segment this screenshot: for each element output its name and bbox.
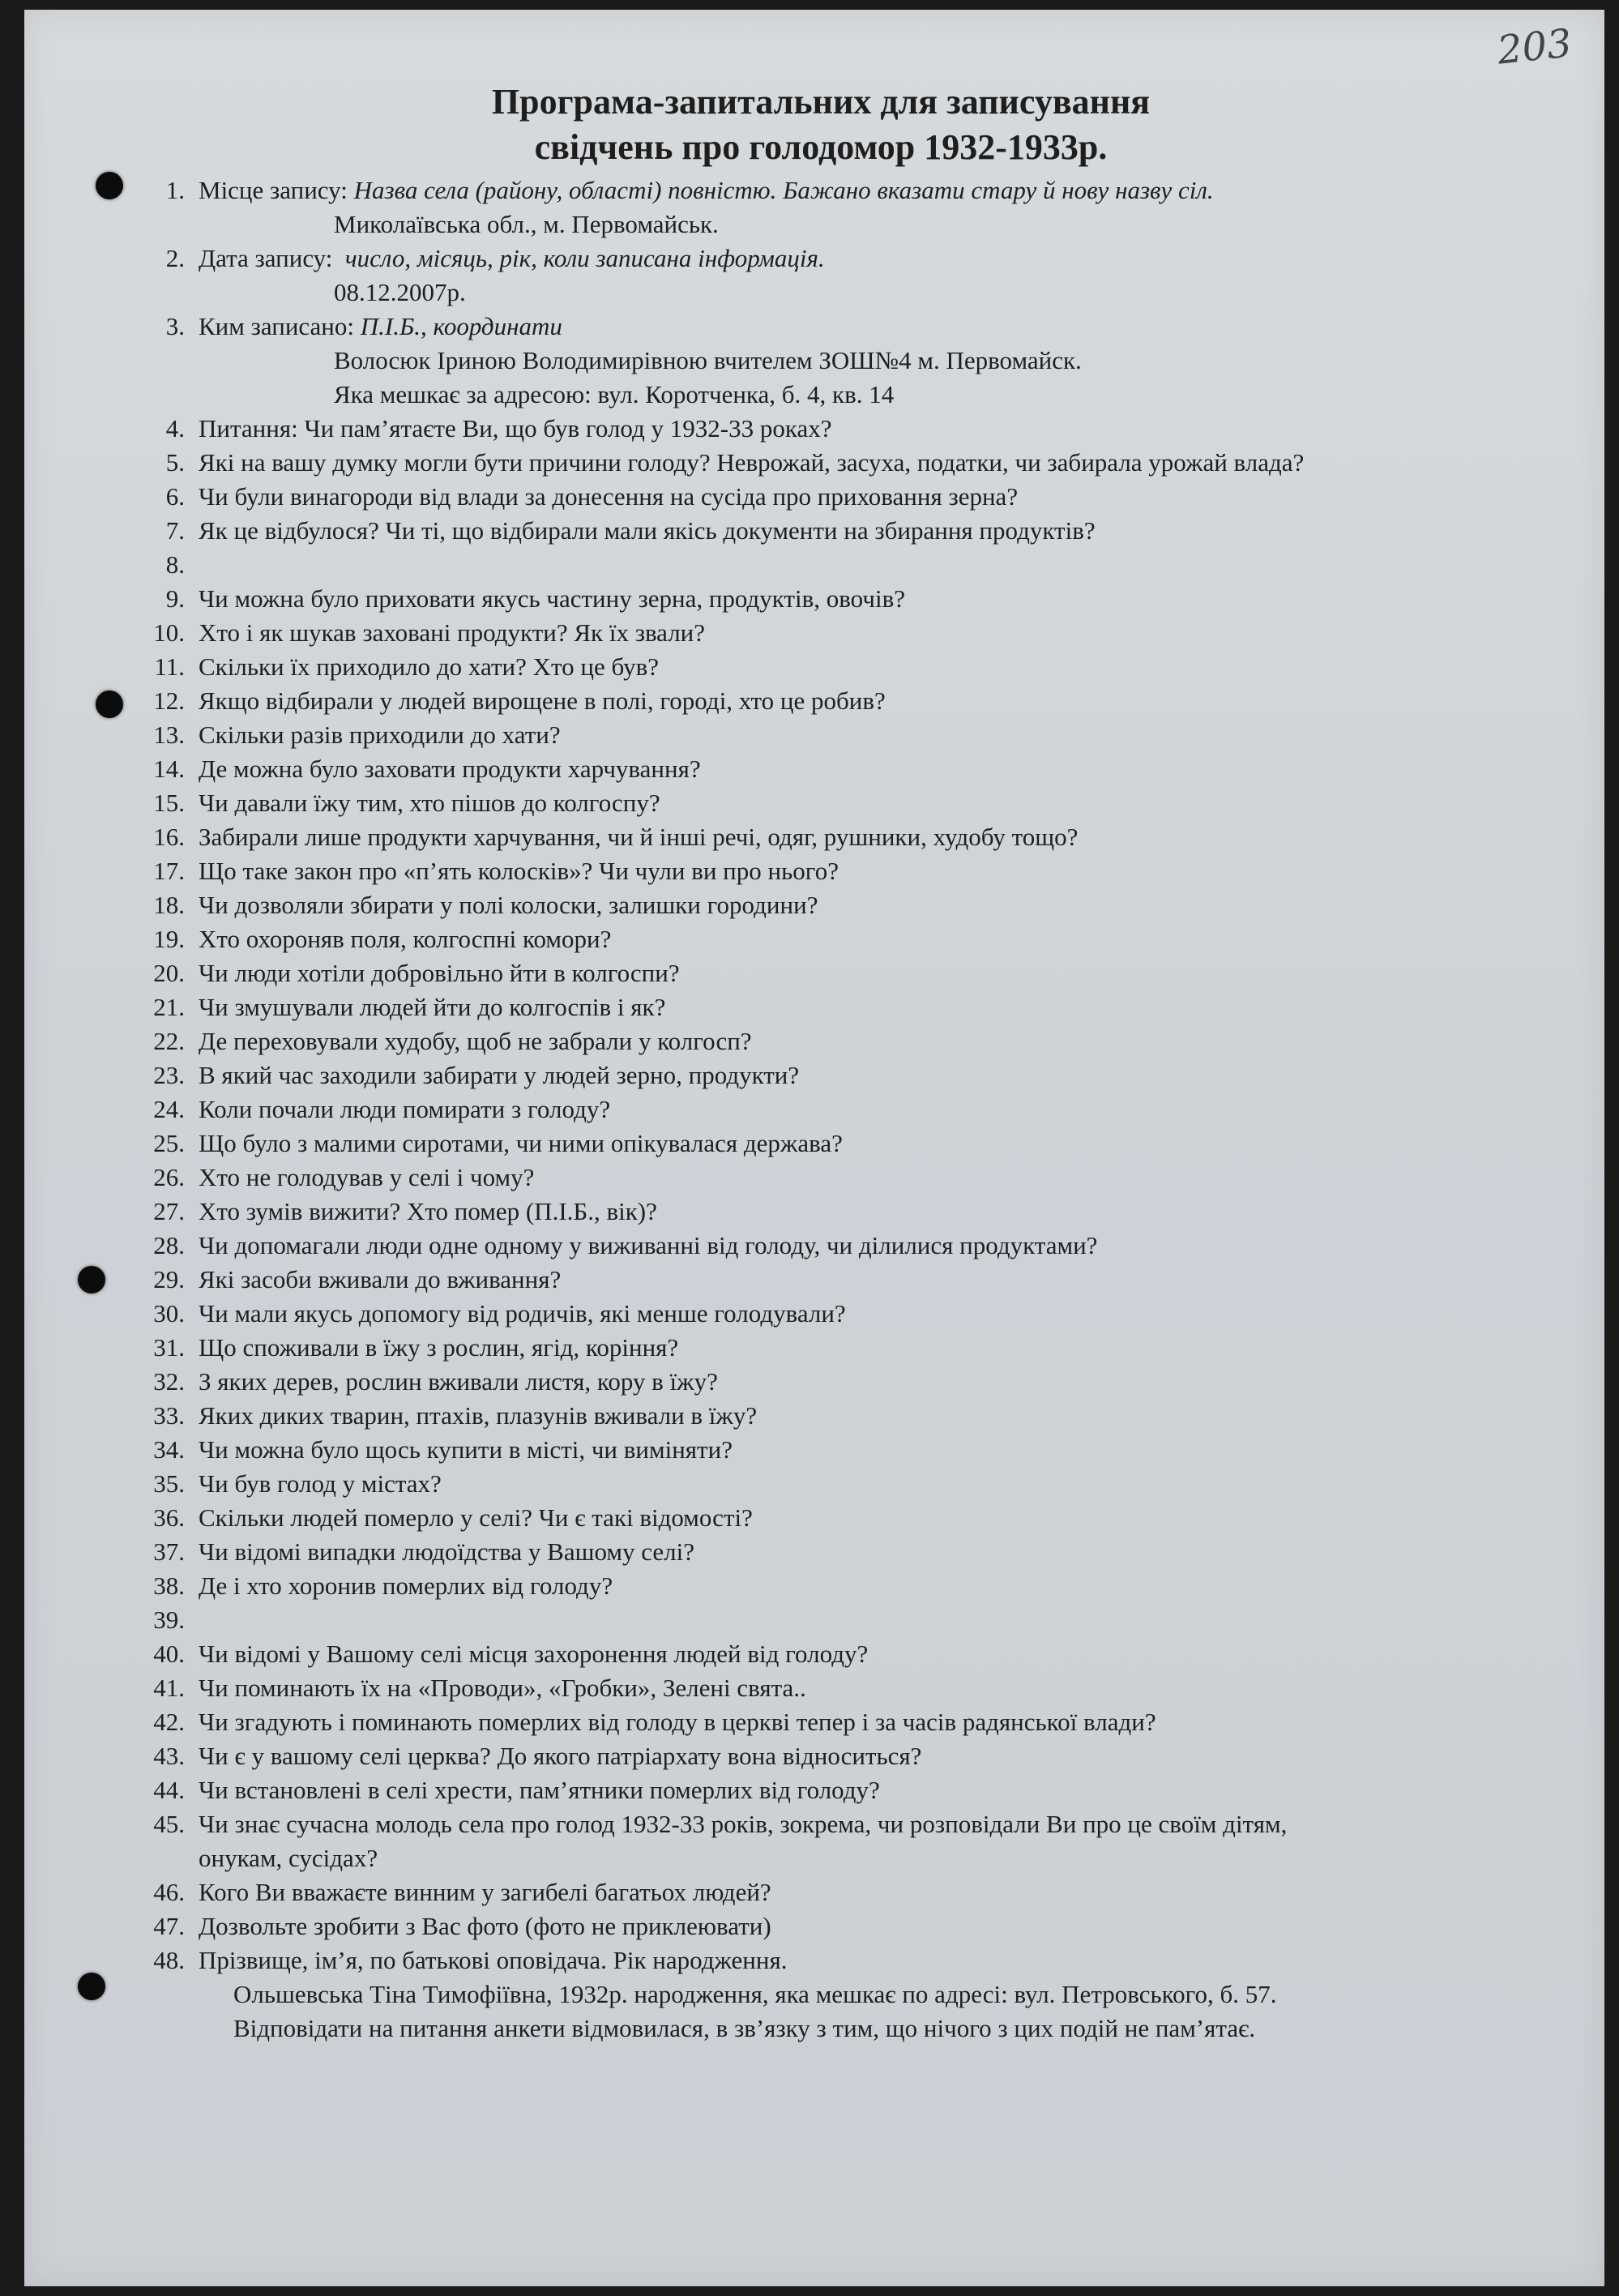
question-text: онукам, сусідах? — [199, 1844, 378, 1872]
question-label: Ким записано: — [199, 312, 355, 340]
title-line-1: Програма-запитальних для записування — [491, 82, 1151, 122]
question-text: Прізвище, ім’я, по батькові оповідача. Рік народження. — [199, 1946, 788, 1974]
question-number: 6. — [165, 482, 185, 511]
question-number: 10. — [153, 618, 185, 647]
question-text: Хто і як шукав заховані продукти? Як їх звали? — [199, 618, 706, 647]
question-item — [0, 1603, 1619, 1637]
question-number: 19. — [153, 925, 185, 953]
question-number: 37. — [153, 1537, 185, 1566]
question-item — [0, 1127, 1619, 1161]
question-number: 21. — [153, 993, 185, 1021]
question-text: Які засоби вживали до вживання? — [199, 1265, 562, 1293]
answer-text: Миколаївська обл., м. Первомайськ. — [334, 210, 719, 238]
question-number: 46. — [153, 1878, 185, 1906]
question-text: Чи допомагали люди одне одному у виживанні від голоду, чи ділилися продуктами? — [199, 1231, 1098, 1259]
question-hint: Назва села (району, області) повністю. Бажано вказати стару й нову назву сіл. — [353, 176, 1214, 204]
question-number: 25. — [153, 1129, 185, 1157]
question-label: Дата запису: — [199, 244, 333, 272]
question-text: Чи дозволяли збирати у полі колоски, залишки городини? — [199, 891, 818, 919]
question-number: 23. — [153, 1061, 185, 1089]
question-item — [0, 173, 1619, 207]
page-title — [0, 79, 1619, 170]
answer-line — [0, 276, 1619, 310]
question-text: Забирали лише продукти харчування, чи й інші речі, одяг, рушники, худобу тощо? — [199, 823, 1079, 851]
question-item — [0, 888, 1619, 922]
answer-line — [0, 344, 1619, 378]
question-text: Чи встановлені в селі хрести, пам’ятники померлих від голоду? — [199, 1776, 880, 1804]
question-number: 8. — [165, 550, 185, 579]
question-list — [0, 412, 1619, 1977]
question-number: 45. — [153, 1810, 185, 1838]
question-number: 12. — [153, 686, 185, 715]
question-number: 26. — [153, 1163, 185, 1191]
answer-text: Яка мешкає за адресою: вул. Коротченка, б. 4, кв. 14 — [334, 380, 895, 408]
question-text: Хто зумів вижити? Хто помер (П.І.Б., вік)? — [199, 1197, 657, 1225]
question-text: Що було з малими сиротами, чи ними опікувалася держава? — [199, 1129, 843, 1157]
question-number: 35. — [153, 1469, 185, 1498]
question-text: Які на вашу думку могли бути причини голоду? Неврожай, засуха, податки, чи забирала урожай влада? — [199, 448, 1305, 477]
question-item — [0, 412, 1619, 446]
question-item — [0, 1875, 1619, 1909]
question-number: 18. — [153, 891, 185, 919]
question-text: З яких дерев, рослин вживали листя, кору в їжу? — [199, 1367, 718, 1396]
answer-line — [0, 207, 1619, 242]
question-item — [0, 1807, 1619, 1841]
question-number: 9. — [165, 584, 185, 613]
question-item — [0, 922, 1619, 956]
question-text: Хто не голодував у селі і чому? — [199, 1163, 535, 1191]
question-number: 1. — [165, 176, 185, 204]
question-number: 36. — [153, 1503, 185, 1532]
respondent-note: Відповідати на питання анкети відмовилася, в зв’язку з тим, що нічого з цих подій не пам’ятає. — [233, 2014, 1256, 2042]
page-number: 203 — [1495, 20, 1574, 74]
question-number: 16. — [153, 823, 185, 851]
question-label: Місце запису: — [199, 176, 348, 204]
question-text: Чи згадують і поминають померлих від голоду в церкві тепер і за часів радянської влади? — [199, 1708, 1156, 1736]
footer-line — [0, 1977, 1619, 2012]
question-number: 29. — [153, 1265, 185, 1293]
question-item — [0, 1297, 1619, 1331]
question-item — [0, 990, 1619, 1024]
question-item — [0, 1092, 1619, 1127]
question-text: Скільки їх приходило до хати? Хто це був? — [199, 652, 659, 681]
question-text: Чи мали якусь допомогу від родичів, які менше голодували? — [199, 1299, 846, 1328]
question-number: 5. — [165, 448, 185, 477]
question-number: 28. — [153, 1231, 185, 1259]
question-text: Кого Ви вважаєте винним у загибелі багатьох людей? — [199, 1878, 771, 1906]
question-item — [0, 1161, 1619, 1195]
question-item — [0, 1841, 1619, 1875]
question-number: 22. — [153, 1027, 185, 1055]
question-number: 27. — [153, 1197, 185, 1225]
question-text: Чи відомі випадки людоїдства у Вашому селі? — [199, 1537, 694, 1566]
question-text: Чи давали їжу тим, хто пішов до колгоспу? — [199, 789, 660, 817]
question-hint: П.І.Б., координати — [360, 312, 562, 340]
question-text: В який час заходили забирати у людей зерно, продукти? — [199, 1061, 800, 1089]
question-item — [0, 514, 1619, 548]
question-text: Чи були винагороди від влади за донесення на сусіда про приховання зерна? — [199, 482, 1019, 511]
question-number: 42. — [153, 1708, 185, 1736]
question-number: 44. — [153, 1776, 185, 1804]
question-item — [0, 1433, 1619, 1467]
question-item — [0, 650, 1619, 684]
question-item — [0, 480, 1619, 514]
footer-line — [0, 2012, 1619, 2046]
question-item — [0, 820, 1619, 854]
question-item — [0, 1705, 1619, 1739]
question-number: 30. — [153, 1299, 185, 1328]
question-number: 17. — [153, 857, 185, 885]
question-item — [0, 1058, 1619, 1092]
question-text: Скільки людей померло у селі? Чи є такі відомості? — [199, 1503, 753, 1532]
question-item — [0, 718, 1619, 752]
question-text: Що споживали в їжу з рослин, ягід, коріння? — [199, 1333, 679, 1362]
question-number: 7. — [165, 516, 185, 545]
question-item — [0, 1739, 1619, 1773]
question-text: Якщо відбирали у людей вирощене в полі, городі, хто це робив? — [199, 686, 886, 715]
question-item — [0, 786, 1619, 820]
question-number: 20. — [153, 959, 185, 987]
question-item — [0, 1331, 1619, 1365]
question-text: Питання: Чи пам’ятаєте Ви, що був голод у 1932-33 роках? — [199, 414, 832, 443]
question-item — [0, 1501, 1619, 1535]
question-text: Чи поминають їх на «Проводи», «Гробки», Зелені свята.. — [199, 1674, 806, 1702]
question-number: 39. — [153, 1605, 185, 1634]
question-item — [0, 446, 1619, 480]
question-number: 48. — [153, 1946, 185, 1974]
question-text: Де і хто хоронив померлих від голоду? — [199, 1571, 613, 1600]
question-item — [0, 1535, 1619, 1569]
question-item — [0, 616, 1619, 650]
question-item — [0, 1024, 1619, 1058]
question-text: Як це відбулося? Чи ті, що відбирали мали якісь документи на збирання продуктів? — [199, 516, 1096, 545]
question-item — [0, 1365, 1619, 1399]
question-item — [0, 1467, 1619, 1501]
question-text: Хто охороняв поля, колгоспні комори? — [199, 925, 612, 953]
answer-text: Волосюк Іриною Володимирівною вчителем ЗОШ№4 м. Первомайск. — [334, 346, 1082, 374]
question-number: 14. — [153, 755, 185, 783]
title-line-2: свідчень про голодомор 1932-1933р. — [534, 127, 1108, 167]
question-text: Чи є у вашому селі церква? До якого патріархату вона відноситься? — [199, 1742, 922, 1770]
question-number: 33. — [153, 1401, 185, 1430]
question-item — [0, 1229, 1619, 1263]
question-item — [0, 1263, 1619, 1297]
question-number: 41. — [153, 1674, 185, 1702]
question-number: 2. — [165, 244, 185, 272]
question-item — [0, 1637, 1619, 1671]
question-text: Чи був голод у містах? — [199, 1469, 442, 1498]
question-item — [0, 854, 1619, 888]
question-number: 40. — [153, 1640, 185, 1668]
question-number: 4. — [165, 414, 185, 443]
question-number: 15. — [153, 789, 185, 817]
question-text: Дозвольте зробити з Вас фото (фото не приклеювати) — [199, 1912, 771, 1940]
question-number: 11. — [154, 652, 185, 681]
question-item — [0, 752, 1619, 786]
question-text: Чи люди хотіли добровільно йти в колгоспи? — [199, 959, 680, 987]
question-text: Чи змушували людей йти до колгоспів і як? — [199, 993, 666, 1021]
answer-line — [0, 378, 1619, 412]
questionnaire — [0, 173, 1619, 2046]
question-item — [0, 1399, 1619, 1433]
question-text: Чи відомі у Вашому селі місця захоронення людей від голоду? — [199, 1640, 869, 1668]
question-item — [0, 1773, 1619, 1807]
question-item — [0, 956, 1619, 990]
question-text: Що таке закон про «п’ять колосків»? Чи чули ви про нього? — [199, 857, 839, 885]
question-number: 38. — [153, 1571, 185, 1600]
question-text: Чи можна було приховати якусь частину зерна, продуктів, овочів? — [199, 584, 905, 613]
question-number: 47. — [153, 1912, 185, 1940]
question-number: 13. — [153, 720, 185, 749]
question-item — [0, 1671, 1619, 1705]
question-item — [0, 1569, 1619, 1603]
answer-text: 08.12.2007р. — [334, 278, 466, 306]
question-item — [0, 1195, 1619, 1229]
question-text: Скільки разів приходили до хати? — [199, 720, 561, 749]
question-text: Де можна було заховати продукти харчування? — [199, 755, 701, 783]
question-number: 34. — [153, 1435, 185, 1464]
question-item — [0, 582, 1619, 616]
respondent-info: Ольшевська Тіна Тимофіївна, 1932р. народження, яка мешкає по адресі: вул. Петровського, б. 57. — [233, 1980, 1277, 2008]
question-text: Чи можна було щось купити в місті, чи виміняти? — [199, 1435, 733, 1464]
question-number: 24. — [153, 1095, 185, 1123]
question-number: 43. — [153, 1742, 185, 1770]
question-item — [0, 548, 1619, 582]
question-number: 31. — [153, 1333, 185, 1362]
question-item — [0, 684, 1619, 718]
question-text: Яких диких тварин, птахів, плазунів вживали в їжу? — [199, 1401, 758, 1430]
question-text: Чи знає сучасна молодь села про голод 1932-33 років, зокрема, чи розповідали Ви про це своїм дітям, — [199, 1810, 1288, 1838]
question-number: 3. — [165, 312, 185, 340]
question-text: Де переховували худобу, щоб не забрали у колгосп? — [199, 1027, 752, 1055]
question-number: 32. — [153, 1367, 185, 1396]
question-item — [0, 1909, 1619, 1943]
question-text: Коли почали люди помирати з голоду? — [199, 1095, 611, 1123]
question-hint: число, місяць, рік, коли записана інформація. — [344, 244, 825, 272]
question-item — [0, 1943, 1619, 1977]
question-item — [0, 242, 1619, 276]
question-item — [0, 310, 1619, 344]
